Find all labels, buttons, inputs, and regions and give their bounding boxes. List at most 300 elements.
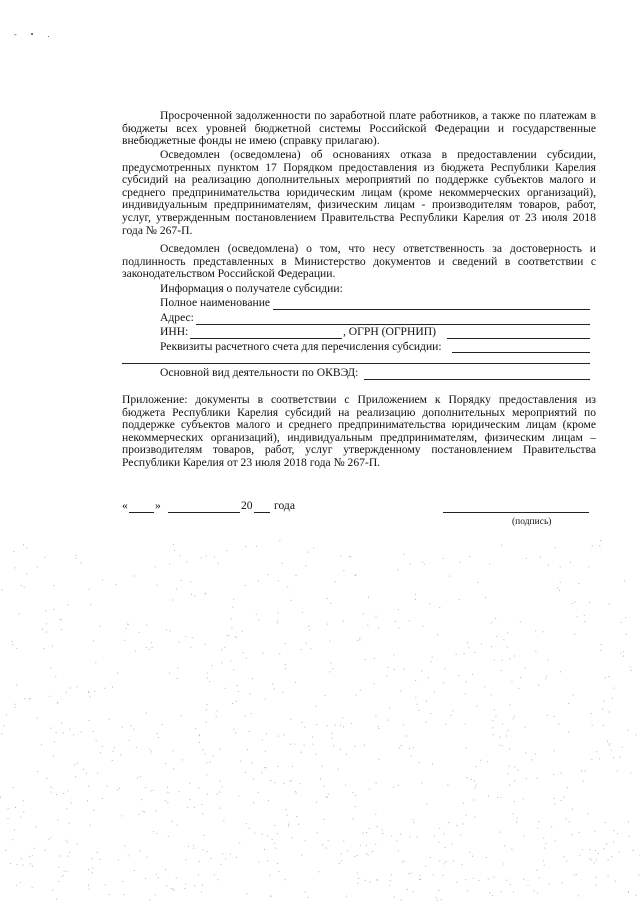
noise-speck [613, 842, 614, 843]
noise-speck [202, 885, 203, 886]
noise-speck [508, 730, 509, 731]
noise-speck [374, 658, 375, 659]
noise-speck [368, 597, 369, 598]
noise-speck [472, 674, 473, 675]
noise-speck [205, 644, 206, 645]
noise-speck [306, 565, 307, 566]
attachment-paragraph: Приложение: документы в соответствии с Приложением к Порядку предоставления из бюджета Республики Карелия субсидий на реализацию дополнительных мероприятий по поддержке субъектов малого и среднего предпринимательства юридическим лицам (кроме некоммерческих организаций), индивидуальным предпринимателям, физическим лицам – производителям товаров, работ, услуг утвержденному постановлением Правительства Республики Карелия от 23 июля 2018 года № 267-П. [122, 393, 596, 469]
noise-speck [554, 798, 555, 799]
noise-speck [118, 860, 119, 861]
noise-speck [423, 626, 424, 627]
noise-speck [67, 856, 68, 857]
noise-speck [12, 839, 13, 840]
noise-speck [277, 863, 278, 864]
noise-speck [137, 777, 138, 778]
noise-speck [451, 715, 452, 716]
inn-field[interactable] [190, 338, 342, 339]
noise-speck [69, 852, 70, 853]
noise-speck [304, 745, 305, 746]
okved-field[interactable] [364, 379, 590, 380]
noise-speck [433, 874, 434, 875]
noise-speck [524, 667, 525, 668]
noise-speck [284, 735, 285, 736]
noise-speck [551, 826, 552, 827]
noise-speck [612, 698, 613, 699]
noise-speck [331, 738, 332, 739]
noise-speck [628, 822, 629, 823]
noise-speck [487, 761, 488, 762]
noise-speck [211, 858, 212, 859]
noise-speck [514, 801, 515, 802]
noise-speck [274, 825, 275, 826]
noise-speck [239, 843, 240, 844]
noise-speck [153, 831, 154, 832]
noise-speck [463, 824, 464, 825]
noise-speck [460, 562, 461, 563]
noise-speck [55, 676, 56, 677]
noise-speck [67, 604, 68, 605]
noise-speck [356, 574, 357, 575]
noise-speck [174, 889, 175, 890]
noise-speck [605, 822, 606, 823]
noise-speck [383, 833, 384, 834]
noise-speck [382, 830, 383, 831]
noise-speck [185, 636, 186, 637]
noise-speck [445, 724, 446, 725]
noise-speck [51, 787, 52, 788]
noise-speck [464, 653, 465, 654]
date-year-field[interactable] [254, 512, 270, 513]
noise-speck [245, 715, 246, 716]
scan-marks: - • . [14, 30, 56, 39]
noise-speck [403, 724, 404, 725]
noise-speck [136, 747, 137, 748]
noise-speck [539, 877, 540, 878]
noise-speck [214, 556, 215, 557]
noise-speck [180, 555, 181, 556]
noise-speck [19, 613, 20, 614]
noise-speck [264, 767, 265, 768]
noise-speck [589, 602, 590, 603]
noise-speck [30, 863, 31, 864]
date-close-quote: » [155, 499, 161, 512]
noise-speck [375, 814, 376, 815]
noise-speck [219, 808, 220, 809]
noise-speck [66, 808, 67, 809]
noise-speck [94, 691, 95, 692]
noise-speck [207, 678, 208, 679]
noise-speck [296, 575, 297, 576]
noise-speck [148, 649, 149, 650]
noise-speck [443, 863, 444, 864]
noise-speck [60, 619, 61, 620]
bank-details-field[interactable] [452, 352, 590, 353]
noise-speck [514, 780, 515, 781]
noise-speck [304, 727, 305, 728]
noise-speck [128, 624, 129, 625]
noise-speck [420, 879, 421, 880]
noise-speck [324, 786, 325, 787]
noise-speck [51, 668, 52, 669]
noise-speck [162, 724, 163, 725]
noise-speck [145, 878, 146, 879]
noise-speck [122, 727, 123, 728]
noise-speck [492, 727, 493, 728]
noise-speck [514, 716, 515, 717]
noise-speck [494, 877, 495, 878]
noise-speck [377, 826, 378, 827]
noise-speck [577, 616, 578, 617]
noise-speck [205, 594, 206, 595]
noise-speck [398, 785, 399, 786]
noise-speck [56, 899, 57, 900]
noise-speck [277, 623, 278, 624]
noise-speck [584, 771, 585, 772]
noise-speck [63, 875, 64, 876]
noise-speck [491, 646, 492, 647]
noise-speck [355, 795, 356, 796]
noise-speck [268, 800, 269, 801]
noise-speck [23, 544, 24, 545]
noise-speck [266, 734, 267, 735]
noise-speck [272, 839, 273, 840]
noise-speck [278, 766, 279, 767]
noise-speck [171, 888, 172, 889]
noise-speck [475, 766, 476, 767]
noise-speck [73, 734, 74, 735]
noise-speck [134, 870, 135, 871]
noise-speck [462, 864, 463, 865]
noise-speck [606, 843, 607, 844]
noise-speck [179, 642, 180, 643]
noise-speck [355, 746, 356, 747]
ogrn-field[interactable] [447, 338, 590, 339]
noise-speck [300, 649, 301, 650]
noise-speck [124, 640, 125, 641]
noise-speck [447, 784, 448, 785]
noise-speck [538, 821, 539, 822]
noise-speck [115, 584, 116, 585]
noise-speck [8, 808, 9, 809]
noise-speck [350, 556, 351, 557]
noise-speck [525, 752, 526, 753]
noise-speck [306, 643, 307, 644]
noise-speck [134, 729, 135, 730]
noise-speck [267, 574, 268, 575]
noise-speck [296, 793, 297, 794]
noise-speck [375, 715, 376, 716]
noise-speck [283, 692, 284, 693]
noise-speck [449, 576, 450, 577]
noise-speck [67, 871, 68, 872]
signature-field[interactable] [443, 512, 589, 513]
noise-speck [49, 696, 50, 697]
noise-speck [233, 669, 234, 670]
noise-speck [317, 832, 318, 833]
noise-speck [207, 851, 208, 852]
noise-speck [617, 833, 618, 834]
noise-speck [242, 631, 243, 632]
noise-speck [63, 793, 64, 794]
noise-speck [608, 676, 609, 677]
noise-speck [120, 754, 121, 755]
noise-speck [419, 875, 420, 876]
noise-speck [238, 691, 239, 692]
noise-speck [243, 652, 244, 653]
noise-speck [20, 817, 21, 818]
noise-speck [421, 783, 422, 784]
noise-speck [475, 787, 476, 788]
noise-speck [333, 745, 334, 746]
noise-speck [185, 884, 186, 885]
noise-speck [295, 791, 296, 792]
noise-speck [432, 763, 433, 764]
noise-speck [417, 704, 418, 705]
full-name-field[interactable] [273, 309, 590, 310]
noise-speck [520, 677, 521, 678]
noise-speck [460, 835, 461, 836]
noise-speck [365, 880, 366, 881]
noise-speck [207, 704, 208, 705]
noise-speck [396, 840, 397, 841]
noise-speck [102, 798, 103, 799]
noise-speck [540, 557, 541, 558]
noise-speck [332, 733, 333, 734]
noise-speck [459, 675, 460, 676]
noise-speck [199, 742, 200, 743]
noise-speck [285, 664, 286, 665]
noise-speck [322, 766, 323, 767]
noise-speck [158, 877, 159, 878]
noise-speck [606, 844, 607, 845]
noise-speck [288, 824, 289, 825]
noise-speck [495, 716, 496, 717]
noise-speck [165, 763, 166, 764]
noise-speck [42, 629, 43, 630]
noise-speck [400, 899, 401, 900]
noise-speck [502, 660, 503, 661]
noise-speck [319, 871, 320, 872]
noise-speck [230, 854, 231, 855]
noise-speck [375, 844, 376, 845]
noise-speck [448, 822, 449, 823]
noise-speck [572, 809, 573, 810]
noise-speck [172, 821, 173, 822]
noise-speck [508, 773, 509, 774]
noise-speck [259, 862, 260, 863]
noise-speck [635, 734, 636, 735]
noise-speck [146, 647, 147, 648]
noise-speck [409, 836, 410, 837]
noise-speck [217, 711, 218, 712]
noise-speck [187, 807, 188, 808]
noise-speck [354, 856, 355, 857]
noise-speck [398, 850, 399, 851]
noise-speck [10, 863, 11, 864]
noise-speck [222, 854, 223, 855]
noise-speck [343, 840, 344, 841]
noise-speck [107, 786, 108, 787]
noise-speck [609, 712, 610, 713]
noise-speck [100, 752, 101, 753]
noise-speck [12, 641, 13, 642]
noise-speck [2, 733, 3, 734]
noise-speck [235, 732, 236, 733]
noise-speck [526, 558, 527, 559]
noise-speck [359, 640, 360, 641]
noise-speck [13, 787, 14, 788]
noise-speck [15, 707, 16, 708]
noise-speck [134, 576, 135, 577]
noise-speck [92, 872, 93, 873]
noise-speck [509, 748, 510, 749]
date-day-field[interactable] [129, 512, 154, 513]
noise-speck [267, 835, 268, 836]
noise-speck [253, 802, 254, 803]
recipient-info-heading: Информация о получателе субсидии: [160, 282, 343, 295]
noise-speck [155, 894, 156, 895]
noise-speck [349, 556, 350, 557]
noise-speck [290, 781, 291, 782]
noise-speck [501, 545, 502, 546]
noise-speck [45, 557, 46, 558]
noise-speck [559, 590, 560, 591]
noise-speck [379, 728, 380, 729]
noise-speck [218, 563, 219, 564]
noise-speck [140, 776, 141, 777]
noise-speck [443, 558, 444, 559]
noise-speck [456, 882, 457, 883]
refusal-paragraph: Осведомлен (осведомлена) об основаниях отказа в предоставлении субсидии, предусмотренных пунктом 17 Порядком предоставления из бюджета Республики Карелия субсидий на реализацию дополнительных мероприятий по поддержке субъектов малого и среднего предпринимательства юридическим лицам (кроме некоммерческих организаций), индивидуальным предпринимателям, физическим лицам - производителям товаров, работ, услуг, утвержденным постановлением Правительства Республики Карелия от 23 июля 2018 года № 267-П. [122, 148, 596, 237]
noise-speck [61, 723, 62, 724]
noise-speck [225, 859, 226, 860]
noise-speck [426, 701, 427, 702]
noise-speck [173, 768, 174, 769]
noise-speck [393, 787, 394, 788]
noise-speck [409, 748, 410, 749]
noise-speck [399, 628, 400, 629]
noise-speck [328, 840, 329, 841]
noise-speck [536, 778, 537, 779]
noise-speck [471, 779, 472, 780]
full-name-label: Полное наименование [160, 296, 271, 309]
noise-speck [555, 840, 556, 841]
noise-speck [102, 746, 103, 747]
noise-speck [64, 871, 65, 872]
noise-speck [122, 881, 123, 882]
noise-speck [8, 818, 9, 819]
noise-speck [231, 618, 232, 619]
noise-speck [472, 856, 473, 857]
noise-speck [543, 860, 544, 861]
noise-speck [613, 688, 614, 689]
noise-speck [599, 545, 600, 546]
noise-speck [228, 635, 229, 636]
noise-speck [285, 668, 286, 669]
noise-speck [429, 603, 430, 604]
noise-speck [570, 562, 571, 563]
noise-speck [32, 887, 33, 888]
noise-speck [274, 843, 275, 844]
noise-speck [568, 732, 569, 733]
noise-speck [180, 715, 181, 716]
noise-speck [287, 587, 288, 588]
noise-speck [400, 691, 401, 692]
noise-speck [173, 544, 174, 545]
noise-speck [475, 785, 476, 786]
noise-speck [595, 850, 596, 851]
noise-speck [574, 601, 575, 602]
noise-speck [404, 860, 405, 861]
noise-speck [416, 836, 417, 837]
noise-speck [526, 778, 527, 779]
noise-speck [77, 844, 78, 845]
date-month-field[interactable] [168, 512, 240, 513]
noise-speck [312, 744, 313, 745]
noise-speck [244, 585, 245, 586]
noise-speck [484, 686, 485, 687]
noise-speck [199, 861, 200, 862]
noise-speck [395, 621, 396, 622]
noise-speck [424, 564, 425, 565]
noise-speck [404, 669, 405, 670]
noise-speck [459, 599, 460, 600]
noise-speck [324, 695, 325, 696]
noise-speck [602, 709, 603, 710]
noise-speck [389, 708, 390, 709]
noise-speck [285, 643, 286, 644]
noise-speck [57, 703, 58, 704]
noise-speck [568, 703, 569, 704]
noise-speck [485, 597, 486, 598]
noise-speck [221, 649, 222, 650]
noise-speck [441, 899, 442, 900]
noise-speck [124, 845, 125, 846]
noise-speck [190, 582, 191, 583]
noise-speck [578, 583, 579, 584]
noise-speck [45, 610, 46, 611]
noise-speck [339, 863, 340, 864]
noise-speck [579, 832, 580, 833]
noise-speck [298, 824, 299, 825]
noise-speck [195, 728, 196, 729]
noise-speck [307, 897, 308, 898]
bank-details-field-continued[interactable] [122, 363, 590, 364]
noise-speck [543, 838, 544, 839]
noise-speck [588, 813, 589, 814]
noise-speck [290, 744, 291, 745]
noise-speck [15, 567, 16, 568]
noise-speck [270, 896, 271, 897]
noise-speck [63, 733, 64, 734]
noise-speck [66, 840, 67, 841]
noise-speck [575, 634, 576, 635]
noise-speck [316, 802, 317, 803]
noise-speck [633, 850, 634, 851]
noise-speck [328, 794, 329, 795]
noise-speck [135, 651, 136, 652]
noise-speck [421, 671, 422, 672]
noise-speck [247, 893, 248, 894]
noise-speck [473, 878, 474, 879]
noise-speck [177, 678, 178, 679]
noise-speck [517, 817, 518, 818]
noise-speck [88, 691, 89, 692]
noise-speck [80, 562, 81, 563]
noise-speck [415, 697, 416, 698]
noise-speck [596, 751, 597, 752]
noise-speck [615, 881, 616, 882]
